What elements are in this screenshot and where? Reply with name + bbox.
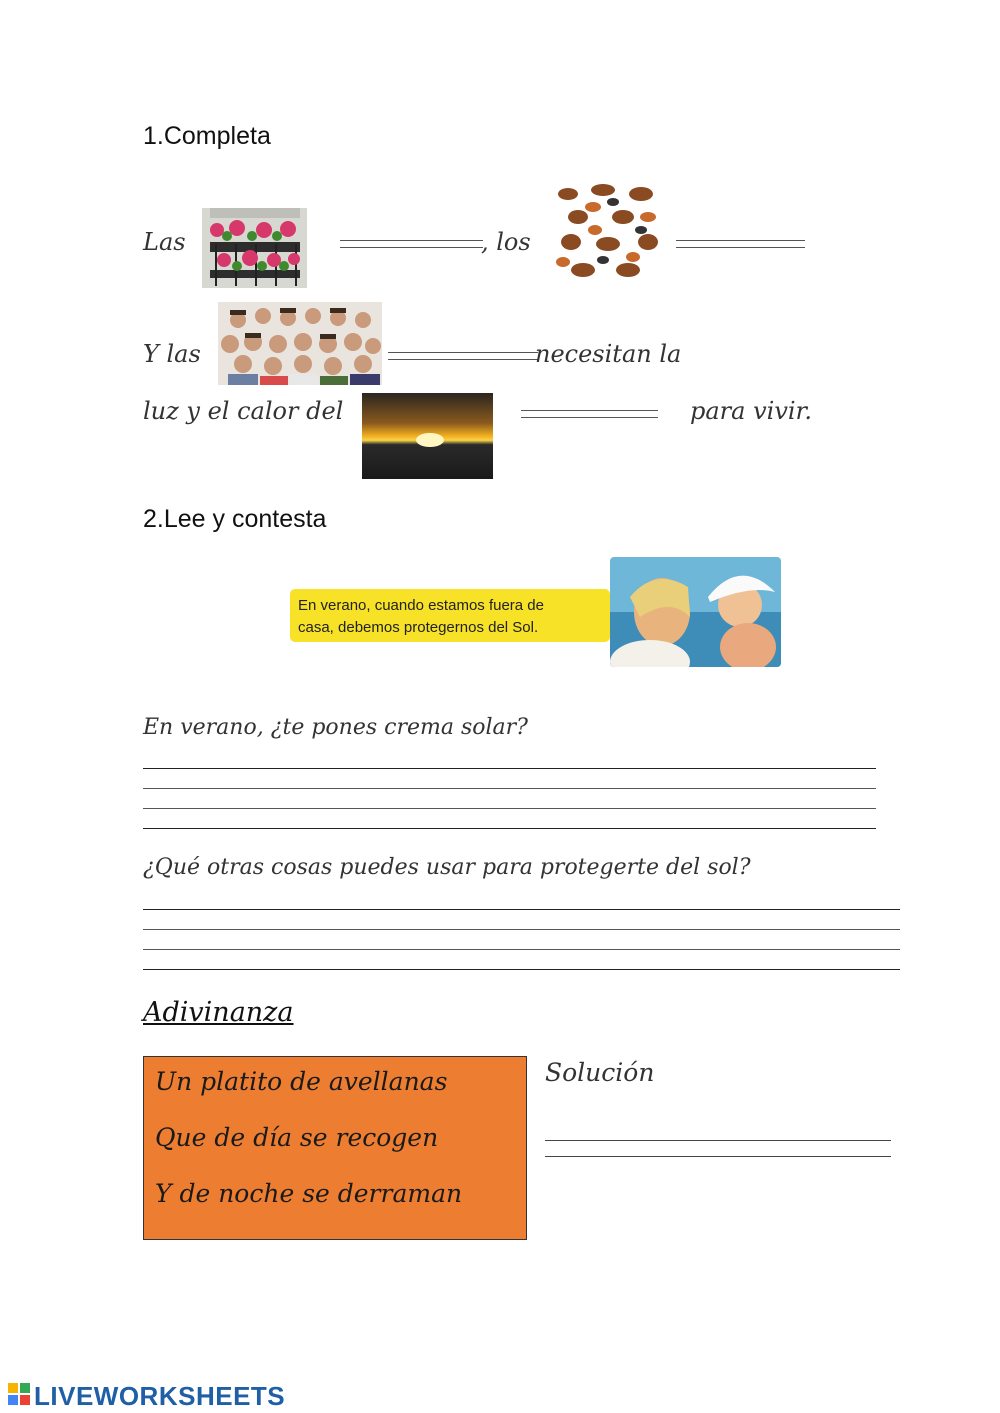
sunset-image xyxy=(362,393,493,479)
riddle-box xyxy=(143,1056,527,1240)
riddle-line-1: Un platito de avellanas xyxy=(155,1067,448,1096)
riddle-heading: Adivinanza xyxy=(143,997,294,1028)
text-y-las: Y las xyxy=(143,340,201,368)
info-note-box xyxy=(290,589,610,642)
note-line-2: casa, debemos protegernos del Sol. xyxy=(298,619,539,636)
animals-image xyxy=(553,182,663,282)
question-2: ¿Qué otras cosas puedes usar para protegerte del sol? xyxy=(143,855,751,880)
question-1: En verano, ¿te pones crema solar? xyxy=(143,715,528,740)
note-line-1: En verano, cuando estamos fuera de xyxy=(298,597,544,614)
riddle-line-2: Que de día se recogen xyxy=(155,1123,439,1152)
riddle-line-3: Y de noche se derraman xyxy=(155,1179,463,1208)
answer-line-1a[interactable] xyxy=(143,768,876,769)
sunscreen-mother-child-image xyxy=(610,557,781,667)
text-necesitan: necesitan la xyxy=(535,340,682,368)
answer-line-2a[interactable] xyxy=(143,909,900,910)
text-luz-calor: luz y el calor del xyxy=(143,397,344,425)
flowers-balcony-image xyxy=(202,208,307,288)
blank-line-sol[interactable] xyxy=(521,410,658,411)
answer-line-1d[interactable] xyxy=(143,828,876,829)
answer-line-2d[interactable] xyxy=(143,969,900,970)
text-los: , los xyxy=(481,228,531,256)
blank-line-personas[interactable] xyxy=(388,352,538,353)
answer-line-1c[interactable] xyxy=(143,808,876,809)
liveworksheets-logo-icon xyxy=(8,1383,30,1405)
section-heading-lee-contesta: 2.Lee y contesta xyxy=(143,505,327,533)
answer-line-2c[interactable] xyxy=(143,949,900,950)
blank-line-flores[interactable] xyxy=(340,240,483,241)
section-heading-completa: 1.Completa xyxy=(143,122,271,150)
solution-line-top[interactable] xyxy=(545,1140,891,1141)
answer-line-2b[interactable] xyxy=(143,929,900,930)
answer-line-1b[interactable] xyxy=(143,788,876,789)
text-para-vivir: para vivir. xyxy=(690,397,813,425)
liveworksheets-brand[interactable]: LIVEWORKSHEETS xyxy=(34,1381,286,1411)
solution-line-bottom[interactable] xyxy=(545,1156,891,1157)
blank-line-animales[interactable] xyxy=(676,240,805,241)
people-crowd-image xyxy=(218,302,382,385)
text-las: Las xyxy=(143,228,186,256)
solution-label: Solución xyxy=(545,1058,655,1087)
